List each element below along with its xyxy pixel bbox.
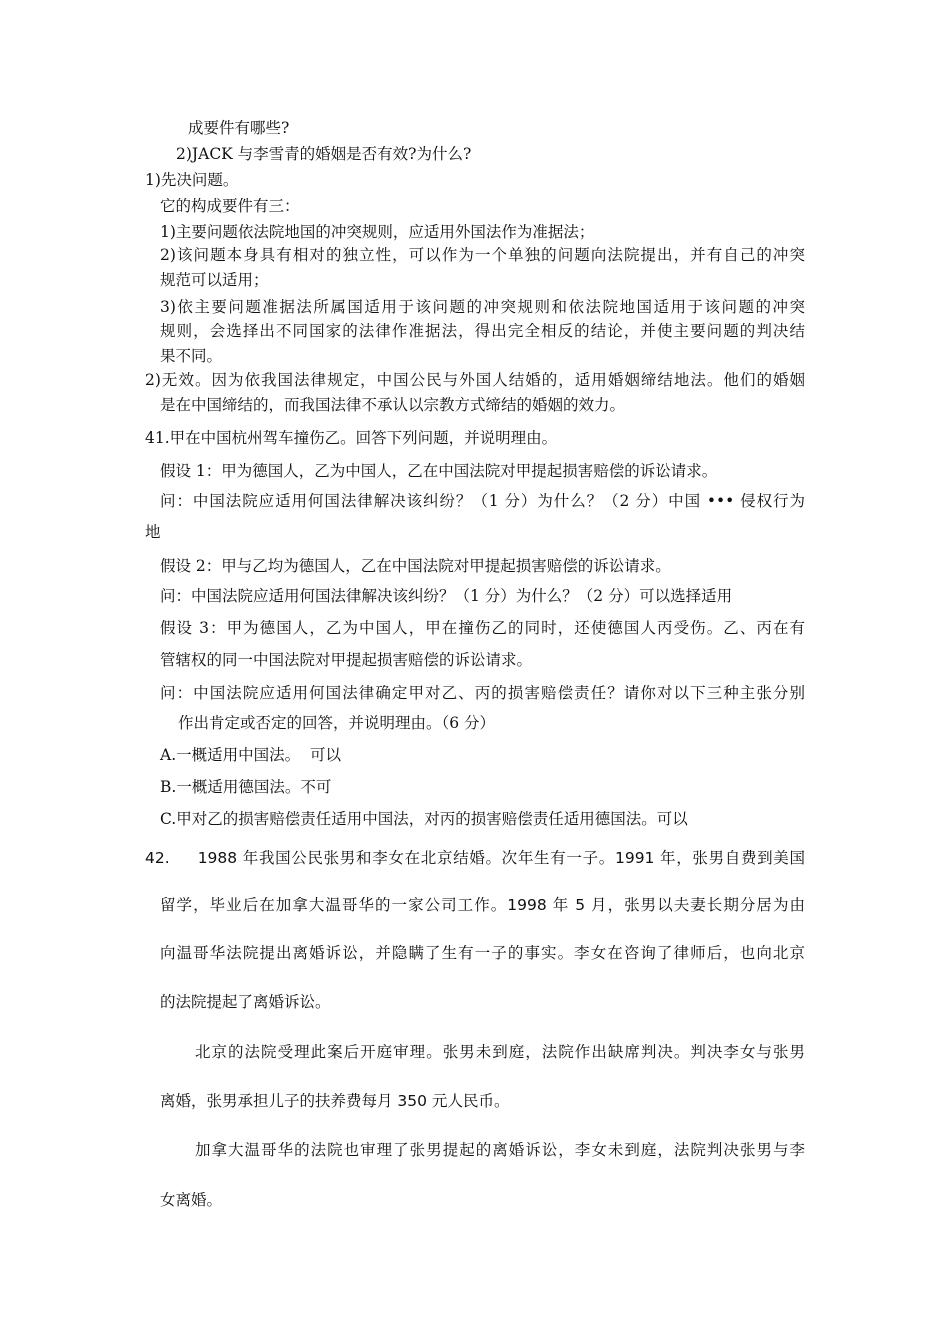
text-line: 向温哥华法院提出离婚诉讼，并隐瞒了生有一子的事实。李女在咨询了律师后，也向北京 — [160, 944, 805, 962]
text-line: 2)JACK 与李雪青的婚姻是否有效?为什么? — [176, 145, 472, 163]
text-line: 作出肯定或否定的回答，并说明理由。（6 分） — [178, 714, 496, 732]
text-line: 离婚，张男承担儿子的扶养费每月 350 元人民币。 — [160, 1092, 510, 1110]
text-line: 它的构成要件有三： — [160, 197, 300, 215]
question-42-title: 42. 1988 年我国公民张男和李女在北京结婚。次年生有一子。1991 年，张男自费到美国 — [145, 849, 805, 867]
text-line: 留学，毕业后在加拿大温哥华的一家公司工作。1998 年 5 月，张男以夫妻长期分居为由 — [160, 896, 805, 914]
text-line: 北京的法院受理此案后开庭审理。张男未到庭，法院作出缺席判决。判决李女与张男 — [195, 1043, 805, 1061]
text-line: 问：中国法院应适用何国法律确定甲对乙、丙的损害赔偿责任？请你对以下三种主张分别 — [160, 684, 805, 702]
text-line: 果不同。 — [160, 347, 223, 365]
text-line: 3)依主要问题准据法所属国适用于该问题的冲突规则和依法院地国适用于该问题的冲突 — [160, 298, 805, 316]
text-line: 问：中国法院应适用何国法律解决该纠纷？（1 分）为什么？（2 分）中国 ••• 侵权行为 — [160, 492, 805, 510]
text-line: 假设 3：甲为德国人，乙为中国人，甲在撞伤乙的同时，还使德国人丙受伤。乙、丙在有 — [160, 619, 805, 637]
text-line: 成要件有哪些? — [188, 119, 290, 137]
text-line: 1)主要问题依法院地国的冲突规则，应适用外国法作为准据法； — [160, 223, 595, 241]
text-line: 是在中国缔结的，而我国法律不承认以宗教方式缔结的婚姻的效力。 — [160, 396, 626, 414]
text-line: 1)先决问题。 — [145, 171, 239, 189]
question-41-title: 41.甲在中国杭州驾车撞伤乙。回答下列问题，并说明理由。 — [145, 429, 558, 447]
text-line: 加拿大温哥华的法院也审理了张男提起的离婚诉讼，李女未到庭，法院判决张男与李 — [195, 1141, 805, 1159]
text-line: 假设 1：甲为德国人，乙为中国人，乙在中国法院对甲提起损害赔偿的诉讼请求。 — [160, 462, 718, 480]
text-line: 地 — [145, 523, 161, 541]
text-line: 女离婚。 — [160, 1191, 223, 1209]
text-line: 规则，会选择出不同国家的法律作准据法，得出完全相反的结论，并使主要问题的判决结 — [160, 322, 805, 340]
text-line: 的法院提起了离婚诉讼。 — [160, 993, 331, 1011]
text-line: 管辖权的同一中国法院对甲提起损害赔偿的诉讼请求。 — [160, 651, 533, 669]
text-line: 2)该问题本身具有相对的独立性，可以作为一个单独的问题向法院提出，并有自己的冲突 — [160, 246, 805, 264]
text-line: 规范可以适用； — [160, 271, 269, 289]
option-b: B.一概适用德国法。不可 — [160, 778, 332, 796]
text-line: 问：中国法院应适用何国法律解决该纠纷？（1 分）为什么？（2 分）可以选择适用 — [160, 587, 733, 605]
text-line: 假设 2：甲与乙均为德国人，乙在中国法院对甲提起损害赔偿的诉讼请求。 — [160, 557, 671, 575]
text-line: 2)无效。因为依我国法律规定，中国公民与外国人结婚的，适用婚姻缔结地法。他们的婚姻 — [145, 371, 805, 389]
option-a: A.一概适用中国法。 可以 — [160, 746, 341, 764]
option-c: C.甲对乙的损害赔偿责任适用中国法，对丙的损害赔偿责任适用德国法。可以 — [160, 810, 688, 828]
